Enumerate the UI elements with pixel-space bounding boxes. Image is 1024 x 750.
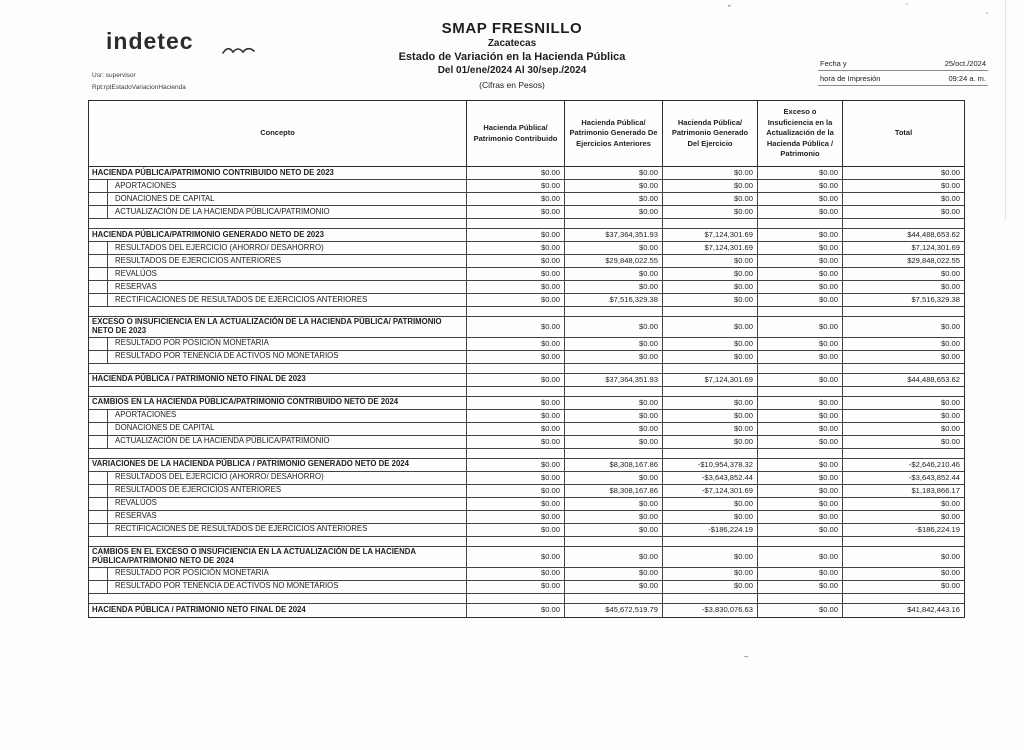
- value-cell: $0.00: [663, 547, 758, 568]
- value-cell: [565, 449, 663, 459]
- value-cell: [565, 537, 663, 547]
- value-cell: $0.00: [843, 281, 964, 294]
- table-row: [89, 568, 964, 581]
- value-cell: $0.00: [843, 547, 964, 568]
- table-row: [89, 524, 964, 537]
- value-cell: $7,124,301.69: [663, 229, 758, 242]
- value-cell: $0.00: [663, 268, 758, 281]
- value-cell: [758, 364, 843, 374]
- concept-cell: RESERVAS: [89, 511, 467, 524]
- value-cell: -$10,954,378.32: [663, 459, 758, 472]
- value-cell: [565, 364, 663, 374]
- spacer-row: [89, 387, 964, 397]
- concept-cell: VARIACIONES DE LA HACIENDA PÚBLICA / PATRIMONIO GENERADO NETO DE 2024: [89, 459, 467, 472]
- table-row: [89, 374, 964, 387]
- value-cell: $0.00: [565, 410, 663, 423]
- concept-cell: CAMBIOS EN LA HACIENDA PÚBLICA/PATRIMONIO CONTRIBUIDO NETO DE 2024: [89, 397, 467, 410]
- column-header: Hacienda Pública/ Patrimonio Generado De Ejercicios Anteriores: [565, 101, 663, 167]
- value-cell: $0.00: [467, 498, 565, 511]
- value-cell: $0.00: [758, 167, 843, 180]
- value-cell: $0.00: [467, 338, 565, 351]
- value-cell: $0.00: [758, 180, 843, 193]
- report-meta: [92, 70, 186, 93]
- value-cell: $0.00: [467, 547, 565, 568]
- report-title-block: [262, 20, 762, 90]
- value-cell: [843, 364, 964, 374]
- value-cell: -$2,646,210.46: [843, 459, 964, 472]
- value-cell: $0.00: [843, 167, 964, 180]
- print-time-row: [818, 71, 988, 86]
- value-cell: $0.00: [843, 397, 964, 410]
- concept-cell: RESULTADO POR POSICIÓN MONETARIA: [89, 338, 467, 351]
- value-cell: $0.00: [843, 498, 964, 511]
- table-row: [89, 485, 964, 498]
- value-cell: $0.00: [758, 374, 843, 387]
- value-cell: $0.00: [758, 485, 843, 498]
- value-cell: $0.00: [663, 568, 758, 581]
- value-cell: $0.00: [758, 568, 843, 581]
- column-header: Concepto: [89, 101, 467, 167]
- table-row: [89, 547, 964, 568]
- value-cell: [467, 307, 565, 317]
- value-cell: $0.00: [565, 568, 663, 581]
- table-header-row: [89, 101, 964, 167]
- concept-cell: ACTUALIZACIÓN DE LA HACIENDA PÚBLICA/PATRIMONIO: [89, 436, 467, 449]
- value-cell: $0.00: [663, 498, 758, 511]
- value-cell: $0.00: [467, 472, 565, 485]
- value-cell: $0.00: [565, 281, 663, 294]
- value-cell: $0.00: [843, 423, 964, 436]
- value-cell: $0.00: [663, 255, 758, 268]
- units-note: (Cifras en Pesos): [479, 80, 545, 90]
- table-row: [89, 511, 964, 524]
- value-cell: $0.00: [758, 511, 843, 524]
- value-cell: $7,124,301.69: [843, 242, 964, 255]
- logo-flourish-icon: [222, 45, 256, 55]
- variation-statement-table: [88, 100, 965, 618]
- scan-artifact: ”: [728, 4, 731, 13]
- value-cell: $0.00: [758, 242, 843, 255]
- value-cell: $8,308,167.86: [565, 459, 663, 472]
- value-cell: [843, 387, 964, 397]
- value-cell: $0.00: [663, 206, 758, 219]
- concept-cell: [89, 219, 467, 229]
- value-cell: $0.00: [467, 374, 565, 387]
- value-cell: $0.00: [663, 436, 758, 449]
- table-row: [89, 604, 964, 617]
- value-cell: $0.00: [758, 498, 843, 511]
- value-cell: -$7,124,301.69: [663, 485, 758, 498]
- value-cell: $0.00: [467, 229, 565, 242]
- table-row: [89, 436, 964, 449]
- value-cell: $0.00: [843, 180, 964, 193]
- concept-cell: APORTACIONES: [89, 180, 467, 193]
- column-header: Total: [843, 101, 964, 167]
- value-cell: $0.00: [843, 568, 964, 581]
- value-cell: $0.00: [467, 351, 565, 364]
- spacer-row: [89, 537, 964, 547]
- indetec-logo: [106, 28, 194, 55]
- value-cell: $29,848,022.55: [843, 255, 964, 268]
- value-cell: [758, 307, 843, 317]
- concept-cell: RESULTADOS DEL EJERCICIO (AHORRO/ DESAHORRO): [89, 472, 467, 485]
- concept-cell: [89, 307, 467, 317]
- table-row: [89, 255, 964, 268]
- value-cell: [758, 594, 843, 604]
- concept-cell: RECTIFICACIONES DE RESULTADOS DE EJERCICIOS ANTERIORES: [89, 524, 467, 537]
- value-cell: $0.00: [467, 294, 565, 307]
- value-cell: $0.00: [663, 281, 758, 294]
- value-cell: $0.00: [843, 436, 964, 449]
- value-cell: -$3,643,852.44: [843, 472, 964, 485]
- value-cell: $0.00: [565, 511, 663, 524]
- value-cell: [663, 219, 758, 229]
- value-cell: $0.00: [467, 255, 565, 268]
- report-title: Estado de Variación en la Hacienda Pública: [398, 51, 626, 63]
- value-cell: $0.00: [565, 351, 663, 364]
- concept-cell: REVALÚOS: [89, 268, 467, 281]
- concept-cell: DONACIONES DE CAPITAL: [89, 423, 467, 436]
- value-cell: $0.00: [758, 459, 843, 472]
- value-cell: $0.00: [663, 167, 758, 180]
- print-date-row: [818, 56, 988, 71]
- value-cell: [663, 387, 758, 397]
- spacer-row: [89, 594, 964, 604]
- value-cell: [467, 537, 565, 547]
- value-cell: $0.00: [843, 338, 964, 351]
- value-cell: [758, 387, 843, 397]
- value-cell: $0.00: [565, 206, 663, 219]
- value-cell: [467, 387, 565, 397]
- value-cell: $0.00: [758, 524, 843, 537]
- value-cell: $0.00: [467, 281, 565, 294]
- table-row: [89, 459, 964, 472]
- value-cell: $0.00: [467, 397, 565, 410]
- table-row: [89, 167, 964, 180]
- table-row: [89, 472, 964, 485]
- value-cell: $0.00: [467, 459, 565, 472]
- value-cell: $0.00: [758, 547, 843, 568]
- concept-cell: HACIENDA PÚBLICA/PATRIMONIO GENERADO NETO DE 2023: [89, 229, 467, 242]
- print-time-label: hora de Impresión: [820, 74, 881, 83]
- value-cell: $44,488,653.62: [843, 229, 964, 242]
- value-cell: $0.00: [467, 511, 565, 524]
- value-cell: $44,488,653.62: [843, 374, 964, 387]
- report-period: Del 01/ene/2024 Al 30/sep./2024: [437, 65, 587, 76]
- value-cell: $1,183,866.17: [843, 485, 964, 498]
- table-row: [89, 423, 964, 436]
- scan-artifact: ‚: [986, 6, 988, 15]
- value-cell: $0.00: [663, 338, 758, 351]
- table-row: [89, 338, 964, 351]
- concept-cell: HACIENDA PÚBLICA / PATRIMONIO NETO FINAL DE 2023: [89, 374, 467, 387]
- value-cell: $0.00: [467, 524, 565, 537]
- value-cell: [663, 364, 758, 374]
- value-cell: [843, 537, 964, 547]
- value-cell: $0.00: [565, 268, 663, 281]
- value-cell: $0.00: [467, 206, 565, 219]
- value-cell: [663, 449, 758, 459]
- report-id-label: Rpt:rptEstadoVariacionHacienda: [92, 83, 186, 91]
- value-cell: $0.00: [758, 281, 843, 294]
- concept-cell: CAMBIOS EN EL EXCESO O INSUFICIENCIA EN LA ACTUALIZACIÓN DE LA HACIENDA PÚBLICA/PATRIMONIO NETO DE 2024: [89, 547, 467, 568]
- value-cell: $0.00: [467, 193, 565, 206]
- logo-text: indetec: [106, 28, 194, 54]
- table-row: [89, 229, 964, 242]
- value-cell: [843, 219, 964, 229]
- value-cell: [843, 307, 964, 317]
- value-cell: $0.00: [467, 167, 565, 180]
- table-row: [89, 206, 964, 219]
- value-cell: $0.00: [758, 268, 843, 281]
- value-cell: $7,516,329.38: [565, 294, 663, 307]
- value-cell: $0.00: [663, 397, 758, 410]
- concept-cell: RESULTADO POR TENENCIA DE ACTIVOS NO MONETARIOS: [89, 581, 467, 594]
- value-cell: $0.00: [843, 351, 964, 364]
- value-cell: $41,842,443.16: [907, 604, 960, 614]
- value-cell: $8,308,167.86: [565, 485, 663, 498]
- value-cell: $0.00: [467, 180, 565, 193]
- value-cell: $0.00: [663, 581, 758, 594]
- table-row: [89, 242, 964, 255]
- table-row: [89, 351, 964, 364]
- spacer-row: [89, 449, 964, 459]
- table-row: [89, 281, 964, 294]
- value-cell: $0.00: [565, 180, 663, 193]
- value-cell: $0.00: [758, 604, 843, 617]
- print-time-value: 09:24 a. m.: [948, 74, 986, 83]
- value-cell: $0.00: [565, 167, 663, 180]
- value-cell: [843, 449, 964, 459]
- value-cell: $0.00: [467, 317, 565, 338]
- value-cell: [758, 449, 843, 459]
- column-header: Exceso o Insuficiencia en la Actualización de la Hacienda Pública / Patrimonio: [758, 101, 843, 167]
- value-cell: $0.00: [565, 317, 663, 338]
- value-cell: -$3,830,076.63: [663, 604, 758, 617]
- value-cell: $0.00: [565, 498, 663, 511]
- value-cell: $0.00: [565, 193, 663, 206]
- value-cell: $0.00: [758, 351, 843, 364]
- value-cell: $0.00: [467, 604, 565, 617]
- concept-cell: [89, 449, 467, 459]
- value-cell: -$186,224.19: [843, 524, 964, 537]
- value-cell: $0.00: [843, 410, 964, 423]
- scan-artifact: ’: [906, 2, 908, 11]
- value-cell: $7,124,301.69: [663, 374, 758, 387]
- value-cell: $0.00: [565, 436, 663, 449]
- value-cell: [758, 537, 843, 547]
- value-cell: $0.00: [758, 294, 843, 307]
- concept-cell: RESULTADO POR POSICIÓN MONETARIA: [89, 568, 467, 581]
- state-title: Zacatecas: [487, 38, 537, 49]
- value-cell: $0.00: [467, 410, 565, 423]
- value-cell: [758, 219, 843, 229]
- user-label: Usr: supervisor: [92, 72, 136, 79]
- concept-cell: REVALÚOS: [89, 498, 467, 511]
- value-cell: $0.00: [565, 338, 663, 351]
- value-cell: [467, 449, 565, 459]
- scan-edge-line: [1005, 0, 1006, 220]
- value-cell: $37,364,351.93: [565, 229, 663, 242]
- concept-cell: [89, 387, 467, 397]
- value-cell: $0.00: [565, 524, 663, 537]
- value-cell: $0.00: [758, 581, 843, 594]
- value-cell: $0.00: [467, 423, 565, 436]
- concept-cell: RESULTADO POR TENENCIA DE ACTIVOS NO MONETARIOS: [89, 351, 467, 364]
- value-cell: $45,672,519.79: [565, 604, 663, 617]
- table-row: [89, 294, 964, 307]
- value-cell: $0.00: [663, 193, 758, 206]
- concept-cell: DONACIONES DE CAPITAL: [89, 193, 467, 206]
- column-header: Hacienda Pública/ Patrimonio Contribuido: [467, 101, 565, 167]
- concept-cell: RESERVAS: [89, 281, 467, 294]
- value-cell: $0.00: [758, 229, 843, 242]
- print-date-label: Fecha y: [820, 59, 847, 68]
- value-cell: $0.00: [758, 338, 843, 351]
- table-row: [89, 268, 964, 281]
- value-cell: $0.00: [758, 206, 843, 219]
- value-cell: $0.00: [663, 511, 758, 524]
- value-cell: $0.00: [758, 317, 843, 338]
- value-cell: $0.00: [663, 180, 758, 193]
- value-cell: $0.00: [565, 423, 663, 436]
- value-cell: $0.00: [467, 268, 565, 281]
- spacer-row: [89, 219, 964, 229]
- concept-cell: [89, 594, 467, 604]
- value-cell: $7,516,329.38: [843, 294, 964, 307]
- value-cell: [663, 594, 758, 604]
- value-cell: $0.00: [565, 581, 663, 594]
- print-info: [818, 56, 988, 86]
- concept-cell: APORTACIONES: [89, 410, 467, 423]
- entity-title: SMAP FRESNILLO: [441, 20, 583, 37]
- value-cell: $0.00: [758, 472, 843, 485]
- concept-cell: RESULTADOS DEL EJERCICIO (AHORRO/ DESAHORRO): [89, 242, 467, 255]
- concept-cell: HACIENDA PÚBLICA/PATRIMONIO CONTRIBUIDO NETO DE 2023: [89, 167, 467, 180]
- table-row: [89, 397, 964, 410]
- value-cell: $0.00: [843, 581, 964, 594]
- value-cell: $0.00: [663, 351, 758, 364]
- concept-cell: RECTIFICACIONES DE RESULTADOS DE EJERCICIOS ANTERIORES: [89, 294, 467, 307]
- spacer-row: [89, 307, 964, 317]
- value-cell: $0.00: [758, 255, 843, 268]
- concept-cell: [89, 537, 467, 547]
- value-cell: [467, 219, 565, 229]
- value-cell: $0.00: [467, 581, 565, 594]
- value-cell: $0.00: [663, 410, 758, 423]
- value-cell: $0.00: [758, 436, 843, 449]
- table-row: [89, 581, 964, 594]
- table-body: [89, 167, 964, 617]
- value-cell: [467, 594, 565, 604]
- column-header: Hacienda Pública/ Patrimonio Generado Del Ejercicio: [663, 101, 758, 167]
- value-cell: -$3,643,852.44: [663, 472, 758, 485]
- value-cell: -$186,224.19: [663, 524, 758, 537]
- value-cell: $0.00: [758, 423, 843, 436]
- value-cell: $0.00: [843, 206, 964, 219]
- value-cell: $0.00: [843, 193, 964, 206]
- table-row: [89, 410, 964, 423]
- value-cell: $29,848,022.55: [565, 255, 663, 268]
- value-cell: $0.00: [663, 423, 758, 436]
- spacer-row: [89, 364, 964, 374]
- value-cell: [663, 537, 758, 547]
- value-cell: $0.00: [843, 317, 964, 338]
- value-cell: [843, 594, 964, 604]
- value-cell: $0.00: [843, 268, 964, 281]
- value-cell: $0.00: [758, 397, 843, 410]
- value-cell: $0.00: [467, 568, 565, 581]
- concept-cell: [89, 364, 467, 374]
- value-cell: $0.00: [565, 397, 663, 410]
- value-cell: $0.00: [663, 317, 758, 338]
- value-cell: [467, 364, 565, 374]
- value-cell: $0.00: [565, 547, 663, 568]
- value-cell: $0.00: [843, 511, 964, 524]
- value-cell: $0.00: [565, 242, 663, 255]
- concept-cell: RESULTADOS DE EJERCICIOS ANTERIORES: [89, 485, 467, 498]
- concept-cell: EXCESO O INSUFICIENCIA EN LA ACTUALIZACIÓN DE LA HACIENDA PÚBLICA/ PATRIMONIO NETO DE 2023: [89, 317, 467, 338]
- scan-artifact: –: [744, 652, 749, 661]
- value-cell: [565, 387, 663, 397]
- value-cell: $37,364,351.93: [565, 374, 663, 387]
- value-cell: $0.00: [565, 472, 663, 485]
- print-date-value: 25/oct./2024: [944, 59, 986, 68]
- value-cell: [663, 307, 758, 317]
- value-cell: $7,124,301.69: [663, 242, 758, 255]
- concept-cell: ACTUALIZACIÓN DE LA HACIENDA PÚBLICA/PATRIMONIO: [89, 206, 467, 219]
- concept-cell: RESULTADOS DE EJERCICIOS ANTERIORES: [89, 255, 467, 268]
- value-cell: [565, 219, 663, 229]
- table-row: [89, 498, 964, 511]
- value-cell: $0.00: [467, 436, 565, 449]
- value-cell: [565, 594, 663, 604]
- value-cell: $0.00: [758, 410, 843, 423]
- value-cell: $0.00: [758, 193, 843, 206]
- table-row: [89, 317, 964, 338]
- value-cell: [565, 307, 663, 317]
- concept-cell: HACIENDA PÚBLICA / PATRIMONIO NETO FINAL DE 2024: [89, 604, 467, 617]
- value-cell: $0.00: [467, 485, 565, 498]
- table-row: [89, 180, 964, 193]
- value-cell: $0.00: [663, 294, 758, 307]
- value-cell: $0.00: [467, 242, 565, 255]
- table-row: [89, 193, 964, 206]
